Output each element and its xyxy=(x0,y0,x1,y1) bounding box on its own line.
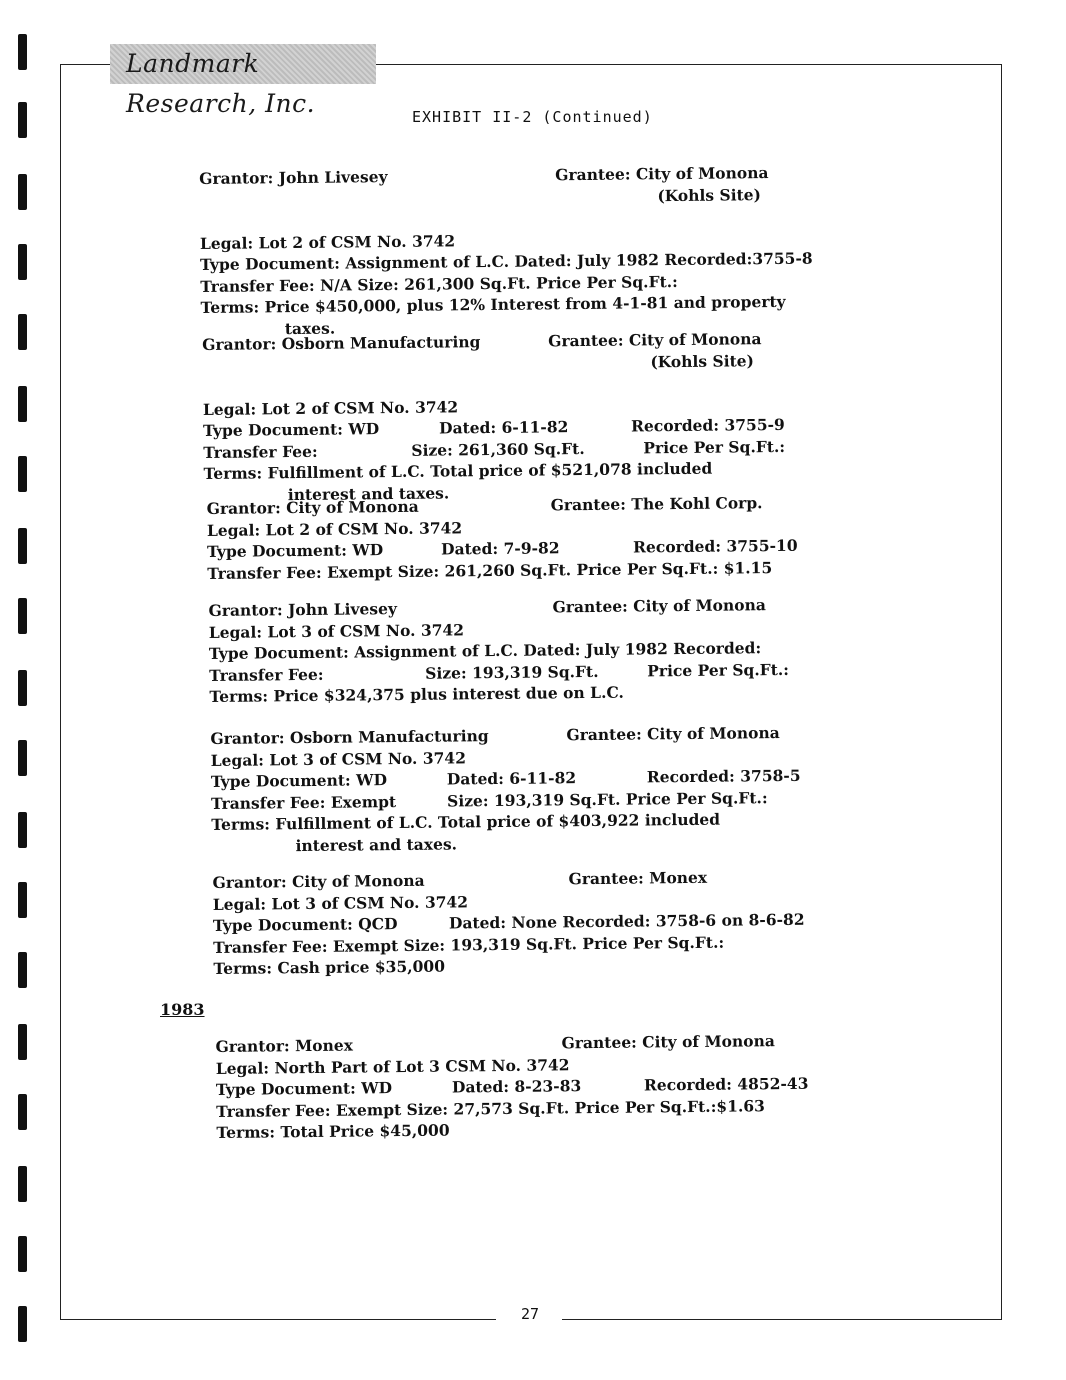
binding-bar xyxy=(18,1306,27,1342)
binding-bar xyxy=(18,528,27,564)
record-text: Dated: 8-23-83 xyxy=(451,1076,582,1097)
binding-bar xyxy=(18,314,27,350)
record-text: Grantee: City of Monona xyxy=(561,1031,775,1053)
record-text: Grantee: City of Monona xyxy=(566,723,780,745)
record-text: Transfer Fee: N/A Size: 261,300 Sq.Ft. Price Per Sq.Ft.: xyxy=(200,271,678,296)
record-text: Legal: Lot 3 of CSM No. 3742 xyxy=(208,619,465,642)
record-text: Terms: Total Price $45,000 xyxy=(216,1120,450,1142)
record-text: Grantor: City of Monona xyxy=(206,496,419,519)
binding-bar xyxy=(18,34,27,70)
record-text: Dated: 6-11-82 xyxy=(446,768,577,789)
record-text: Dated: 7-9-82 xyxy=(440,538,560,559)
binding-bar xyxy=(18,102,27,138)
binding-bar xyxy=(18,174,27,210)
record-text: Grantee: City of Monona xyxy=(552,595,766,617)
record-text: Type Document: WD xyxy=(203,419,380,440)
record-text: Transfer Fee: Exempt Size: 261,260 Sq.Ft. Price Per Sq.Ft.: $1.15 xyxy=(207,557,773,583)
record-text: Transfer Fee: Exempt Size: 193,319 Sq.Ft. Price Per Sq.Ft.: xyxy=(213,932,725,957)
record-text: Grantee: City of Monona xyxy=(548,329,762,351)
record-text: Terms: Fulfillment of L.C. Total price of $403,922 included xyxy=(211,809,721,834)
record-text: Grantor: City of Monona xyxy=(212,870,425,893)
company-logo: Landmark Research, Inc. xyxy=(110,44,376,84)
record-text: Size: 193,319 Sq.Ft. xyxy=(425,661,599,683)
record-text: Legal: Lot 3 of CSM No. 3742 xyxy=(210,747,467,770)
binding-bar xyxy=(18,812,27,848)
record-text: Grantor: John Livesey xyxy=(208,599,397,621)
page-number: 27 xyxy=(500,1305,560,1323)
record-text: Recorded: 3755-9 xyxy=(630,414,785,436)
binding-bar xyxy=(18,882,27,918)
record-text: Terms: Cash price $35,000 xyxy=(213,956,446,978)
record-text: Grantee: Monex xyxy=(568,867,708,889)
record-text: Type Document: WD xyxy=(215,1078,393,1099)
record-text: Type Document: Assignment of L.C. Dated: July 1982 Recorded:3755-8 xyxy=(200,248,813,274)
binding-bar xyxy=(18,598,27,634)
record-text: Dated: 6-11-82 xyxy=(438,417,569,438)
record-text: Legal: North Part of Lot 3 CSM No. 3742 xyxy=(215,1054,570,1078)
record-text: Transfer Fee: xyxy=(209,664,324,685)
record-text: Terms: Price $450,000, plus 12% Interest from 4-1-81 and property xyxy=(200,291,786,317)
record-text: Size: 261,360 Sq.Ft. xyxy=(411,438,585,460)
record-text: Type Document: WD xyxy=(207,540,384,561)
record-text: Legal: Lot 3 of CSM No. 3742 xyxy=(212,891,469,914)
record-text: interest and taxes. xyxy=(295,833,458,855)
record-text: Transfer Fee: xyxy=(203,441,318,462)
record-text: Grantor: John Livesey xyxy=(199,167,388,189)
binding-bar xyxy=(18,456,27,492)
record-text: Recorded: 4852-43 xyxy=(643,1073,809,1095)
record-text: Recorded: 3758-5 xyxy=(646,765,801,787)
binding-bar xyxy=(18,670,27,706)
record-text: (Kohls Site) xyxy=(650,350,755,371)
record-text: Dated: None Recorded: 3758-6 on 8-6-82 xyxy=(448,909,805,933)
binding-bar xyxy=(18,386,27,422)
record-text: Price Per Sq.Ft.: xyxy=(647,659,790,680)
record-text: (Kohls Site) xyxy=(657,184,762,205)
record-text: Grantee: The Kohl Corp. xyxy=(550,493,763,515)
binding-bar xyxy=(18,1024,27,1060)
record-text: Grantor: Osborn Manufacturing xyxy=(202,332,481,355)
year-heading: 1983 xyxy=(160,1000,205,1019)
binding-bar xyxy=(18,952,27,988)
record-text: Grantee: City of Monona xyxy=(555,163,769,185)
transaction-record xyxy=(208,595,790,707)
record-text: Grantor: Osborn Manufacturing xyxy=(210,726,489,749)
record-text: Terms: Price $324,375 plus interest due on L.C. xyxy=(209,682,624,706)
binding-bar xyxy=(18,1236,27,1272)
record-text: Price Per Sq.Ft.: xyxy=(643,436,786,457)
record-text: Legal: Lot 2 of CSM No. 3742 xyxy=(202,396,459,419)
record-text: Type Document: Assignment of L.C. Dated: July 1982 Recorded: xyxy=(208,638,762,663)
binding-bar xyxy=(18,1094,27,1130)
record-text: Legal: Lot 2 of CSM No. 3742 xyxy=(199,230,456,253)
record-text: Transfer Fee: Exempt Size: 27,573 Sq.Ft. Price Per Sq.Ft.:$1.63 xyxy=(216,1095,765,1121)
binding-bar xyxy=(18,740,27,776)
binding-bar xyxy=(18,1166,27,1202)
record-text: Grantor: Monex xyxy=(215,1035,354,1057)
record-text: Type Document: WD xyxy=(210,770,388,792)
record-text: Transfer Fee: Exempt xyxy=(211,791,397,813)
record-text: taxes. xyxy=(284,318,336,338)
record-text: Size: 193,319 Sq.Ft. Price Per Sq.Ft.: xyxy=(446,787,768,811)
exhibit-title: EXHIBIT II-2 (Continued) xyxy=(412,108,653,126)
transaction-record xyxy=(212,867,805,979)
record-text: Terms: Fulfillment of L.C. Total price of $521,078 included xyxy=(203,458,713,483)
record-text: interest and taxes. xyxy=(287,482,450,504)
record-text: Legal: Lot 2 of CSM No. 3742 xyxy=(206,517,463,540)
record-text: Recorded: 3755-10 xyxy=(632,535,798,557)
transaction-record xyxy=(215,1031,809,1143)
binding-bar xyxy=(18,244,27,280)
record-text: Type Document: QCD xyxy=(212,914,398,935)
